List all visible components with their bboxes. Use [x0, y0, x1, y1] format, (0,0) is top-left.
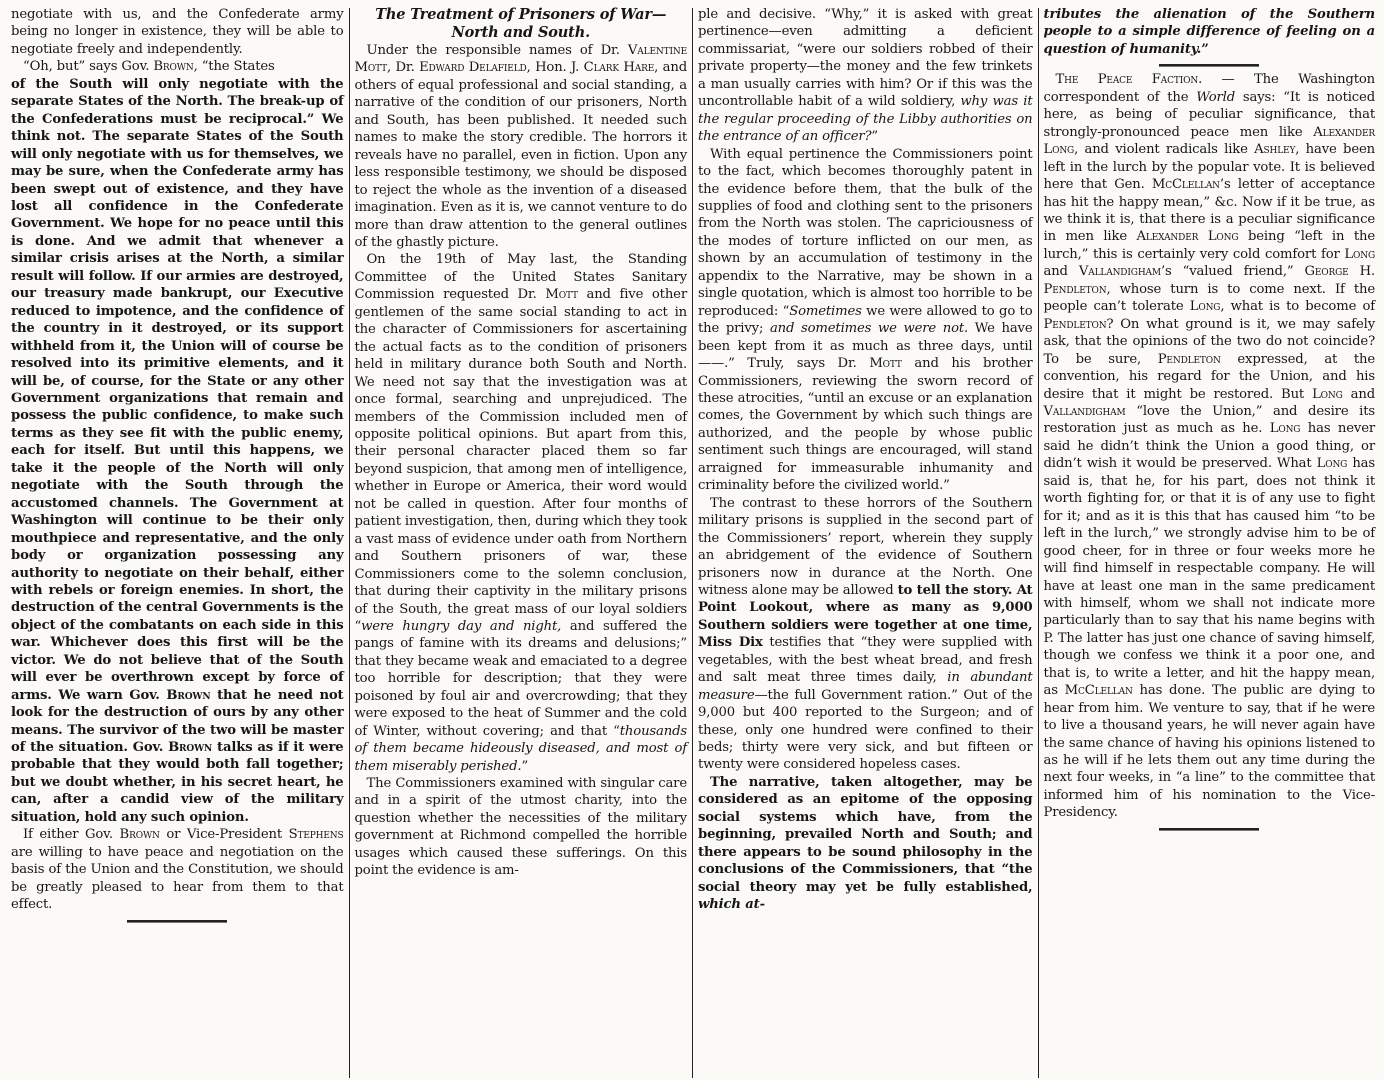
- text-run: “love the Union,” and desire its restoration just as much as he.: [1043, 403, 1375, 437]
- text-run: With equal pertinence the Commissioners point to the fact, which becomes thoroughly patent in the evidence before them, that the bulk of the supplies of food and clothing sent to the prisoners from the North was stolen. The capriciousness of the modes of torture inflicted on our men, as shown by an accumulation of testimony in the appendix to the Narrative, may be shown in a single quotation, which is almost too horrible to be reproduced: “: [698, 146, 1033, 319]
- text-run: Ashley: [1254, 142, 1296, 158]
- text-run: ple and decisive. “Why,” it is asked with great pertinence—even admitting a deficient commissariat, “were our soldiers robbed of their private property—the money and the few trinkets a man usually carries with him? Or if this was the uncontrollable habit of a wild soldiery,: [698, 7, 1033, 110]
- article-headline: The Treatment of Prisoners of War—North and South.: [375, 6, 667, 41]
- text-run: , Hon. J.: [526, 60, 584, 76]
- text-run: has said is, that he, for his part, does not think it worth fighting for, or that it is of any use to fight for it; and as it is this that has caused him “to be left in the lurch,” we strongly advise him to be of good cheer, for in three or four weeks more he will find himself in respectable company. He will have at least one man in the same predicament with himself, whom we shall not indicate more particularly than to say that his name begins with P. The latter has just one chance of saving himself, though we confess we think it a poor one, and that is, to write a letter, and hit the happy mean, as: [1043, 456, 1375, 699]
- text-run: testifies that “they were supplied with vegetables, with the best wheat bread, and fresh and salt meat three times daily,: [698, 635, 1033, 686]
- text-run: ’s “valued friend,”: [1160, 264, 1305, 280]
- text-run: and five other gentlemen of the same social standing to act in the character of Commissioners for ascertaining the actual facts as to the condition of prisoners held in military durance both South and North. We need not say that the investigation was at once formal, searching and unprejudiced. The members of the Commission included men of opposite political opinions. But apart from this, their personal character placed them so far beyond suspicion, that among men of intelligence, whether in Europe or America, their word would not be called in question. After four months of patient investigation, then, during which they took a vast mass of evidence under oath from Northern and Southern prisoners of war, these Commissioners come to the solemn conclusion, that during their captivity in the military prisons of the South, the great mass of our loyal soldiers “: [354, 287, 687, 634]
- text-run: Long: [1316, 456, 1348, 472]
- text-run: George H. Pendleton: [1043, 264, 1375, 297]
- text-run: thousands of them became hideously diseased, and most of them miserably perished.: [354, 723, 687, 774]
- text-run: We have been kept from it as much as three days, until ——.” Truly, says Dr.: [698, 321, 1033, 372]
- text-run: Long: [1344, 246, 1375, 262]
- text-run: Clark Hare: [583, 60, 655, 76]
- article-paragraph: [11, 76, 344, 826]
- text-run: , whose turn is to come next. If the people can’t tolerate: [1043, 281, 1375, 315]
- text-run: and: [1043, 264, 1079, 280]
- text-run: “Oh, but” says Gov.: [23, 59, 154, 75]
- text-run: or Vice-President: [159, 827, 289, 843]
- text-run: ”: [1201, 41, 1209, 57]
- text-run: tributes the alienation of the Southern people to a simple difference of feeling on a question of humanity.: [1043, 7, 1375, 57]
- article-paragraph: [698, 146, 1033, 495]
- text-run: Alexander Long: [1043, 124, 1375, 158]
- article-paragraph: [355, 775, 688, 880]
- text-run: and: [1342, 386, 1375, 402]
- text-run: The narrative, taken altogether, may be considered as an epitome of the opposing social systems which have, from the beginning, prevailed North and South; and there appears to be sound philosophy in the conclusions of the Commissioners, that “the social theory may yet be fully established,: [698, 774, 1033, 895]
- text-run: Brown: [168, 740, 213, 756]
- text-run: being “left in the lurch,” this is certainly very cold comfort for: [1043, 229, 1375, 262]
- text-run: McClellan: [1151, 177, 1220, 193]
- text-run: why was it the regular proceeding of the Libby authorities on the entrance of an officer?: [698, 94, 1033, 145]
- text-run: Sometimes: [789, 303, 862, 319]
- text-run: which at-: [698, 897, 765, 913]
- text-run: Mott: [869, 356, 902, 372]
- text-run: Stephens: [288, 827, 344, 843]
- text-run: The Commissioners examined with singular care and in a spirit of the utmost charity, into the question whether the necessities of the military government at Richmond compelled the horrible usages which caused these sufferings. On this point the evidence is am-: [354, 776, 687, 879]
- article-paragraph: [698, 495, 1033, 774]
- text-run: If either Gov.: [23, 827, 120, 843]
- section-divider: [1159, 828, 1259, 831]
- text-run: says: “It is noticed here, as being of peculiar significance, that strongly-pronounced peace men like: [1043, 89, 1375, 140]
- text-run: Valentine Mott: [354, 43, 687, 76]
- text-run: and his brother Commissioners, reviewing the sworn record of these atrocities, “until an excuse or an explanation comes, the Government by which such things are authorized, and the people by whose public sentiment such things are encouraged, will stand arraigned for immeasurable inhumanity and criminality before the civilized world.”: [698, 356, 1033, 494]
- article-paragraph: [11, 6, 344, 58]
- text-run: McClellan: [1064, 683, 1133, 699]
- text-run: has done. The public are dying to hear from him. We venture to say, that if he were to live a thousand years, he will never again have the same chance of having his opinions listened to as he will if he lets them out any time during the next four weeks, in “a line” to the committee that informed him of his nomination to the Vice-Presidency.: [1043, 683, 1375, 821]
- text-run: talks as if it were probable that they would both fall together; but we doubt whether, in his secret heart, he can, after a candid view of the military situation, hold any such opinion.: [11, 740, 344, 825]
- article-paragraph: [355, 251, 688, 775]
- text-run: Long: [1189, 299, 1221, 315]
- text-run: , Dr.: [386, 60, 420, 76]
- text-run: —the full Government ration.” Out of the 9,000 but 400 reported to the Surgeon; and of these, only one hundred were confined to their beds; thirty were very sick, and but fifteen or twenty were considered hopeless cases.: [698, 687, 1033, 773]
- text-run: were hungry day and night,: [361, 618, 562, 634]
- text-run: — The Washington correspondent of the: [1043, 72, 1375, 105]
- text-run: are willing to have peace and negotiation on the basis of the Union and the Constitution, we should be greatly pleased to hear from them to that effect.: [11, 844, 344, 913]
- section-divider: [1159, 64, 1259, 67]
- text-run: On the 19th of May last, the Standing Committee of the United States Sanitary Commission requested Dr.: [354, 252, 687, 303]
- text-run: , “the States: [193, 59, 275, 75]
- text-run: ”: [521, 758, 529, 774]
- text-run: Vallandigham: [1043, 403, 1126, 419]
- text-run: and sometimes we were not.: [769, 321, 969, 337]
- text-run: has never said he didn’t think the Union a good thing, or didn’t wish it would be preserved. What: [1043, 421, 1375, 472]
- text-run: Long: [1269, 421, 1301, 437]
- text-run: Alexander Long: [1136, 229, 1239, 245]
- text-run: ’s letter of acceptance has hit the happy mean,” &c. Now if it be true, as we think it is, that there is a peculiar significance in men like: [1043, 177, 1375, 245]
- text-run: , and violent radicals like: [1074, 142, 1255, 158]
- text-run: Edward Delafield: [419, 60, 527, 76]
- text-run: ? On what ground is it, we may safely ask, that the opinions of the two do not coincide? To be sure,: [1043, 316, 1375, 367]
- text-run: negotiate with us, and the Confederate army being no longer in existence, they will be able to negotiate freely and independently.: [11, 7, 344, 57]
- article-paragraph: [11, 826, 344, 913]
- text-run: we were allowed to go to the privy;: [698, 303, 1033, 337]
- text-run: to tell the story. At Point Lookout, where as many as 9,000 Southern soldiers were together at one time, Miss Dix: [698, 582, 1033, 651]
- column-3: [693, 6, 1038, 1080]
- text-run: Mott: [545, 287, 578, 303]
- text-run: The Peace Faction.: [1055, 72, 1203, 88]
- text-run: Pendleton: [1157, 351, 1221, 367]
- text-run: World: [1196, 89, 1236, 105]
- text-run: ”: [871, 129, 879, 145]
- column-1: [6, 6, 349, 1080]
- article-paragraph: [698, 6, 1033, 146]
- column-2: [350, 6, 693, 1080]
- text-run: The contrast to these horrors of the Southern military prisons is supplied in the second part of the Commissioners’ report, wherein they supply an abridgement of the evidence of Southern prisoners now in durance at the North. One witness alone may be allowed: [698, 495, 1033, 598]
- text-run: expressed, at the convention, his regard for the Union, and his desire that it might be restored. But: [1043, 351, 1376, 402]
- text-run: in abundant measure: [698, 670, 1033, 703]
- text-run: and suffered the pangs of famine with its dreams and delusions;” that they became weak and emaciated to a degree too horrible for description; that they were poisoned by foul air and overcrowding; that they were exposed to the heat of Summer and the cold of Winter, without covering; and that “: [354, 618, 687, 739]
- text-run: , what is to become of: [1220, 299, 1375, 315]
- text-run: Brown: [153, 59, 194, 75]
- text-run: , and others of equal professional and social standing, a narrative of the condition of our prisoners, North and South, has been published. It needed such names to make the story credible. The horrors it reveals have no parallel, even in fiction. Upon any less responsible testimony, we should be disposed to reject the whole as the invention of a diseased imagination. Even as it is, we cannot venture to do more than draw attention to the general outlines of the ghastly picture.: [354, 60, 688, 250]
- text-run: , have been left in the lurch by the popular vote. It is believed here that Gen.: [1043, 142, 1375, 193]
- article-paragraph: [11, 58, 344, 75]
- text-run: Under the responsible names of Dr.: [366, 43, 628, 58]
- article-paragraph: [698, 774, 1033, 914]
- text-run: Brown: [166, 687, 211, 703]
- section-divider: [127, 920, 227, 923]
- article-paragraph: [1044, 6, 1376, 58]
- text-run: Vallandigham: [1078, 264, 1161, 280]
- column-4: [1039, 6, 1381, 1080]
- article-paragraph: [355, 42, 688, 251]
- text-run: Brown: [119, 827, 160, 843]
- text-run: that he need not look for the destruction of ours by any other means. The survivor of the two will be master of the situation. Gov.: [11, 687, 344, 756]
- text-run: Pendleton: [1043, 316, 1107, 332]
- text-run: Long: [1312, 386, 1343, 402]
- article-paragraph: [1044, 71, 1376, 821]
- text-run: of the South will only negotiate with the separate States of the North. The break-up of the Confederations must be reciprocal.” We think not. The separate States of the South will only negotiate with us for themselves, we may be sure, when the Confederate army has been swept out of existence, and they have lost all confidence in the Confederate Government. We hope for no peace until this is done. And we admit that whenever a similar crisis arises at the North, a similar result will follow. If our armies are destroyed, our treasury made bankrupt, our Executive reduced to impotence, and the confidence of the country in it destroyed, or its support withheld from it, the Union will of course be resolved into its primitive elements, and it will be, of course, for the State or any other Government organizations that remain and possess the public confidence, to make such terms as they see fit with the public enemy, each for itself. But until this happens, we take it the people of the North will only negotiate with the South through the accustomed channels. The Government at Washington will continue to be their only mouthpiece and representative, and the only body or organization possessing any authority to negotiate on their behalf, either with rebels or foreign enemies. In short, the destruction of the central Governments is the object of the combatants on each side in this war. Whichever does this first will be the victor. We do not believe that of the South will ever be overthrown except by force of arms. We warn Gov.: [11, 76, 344, 703]
